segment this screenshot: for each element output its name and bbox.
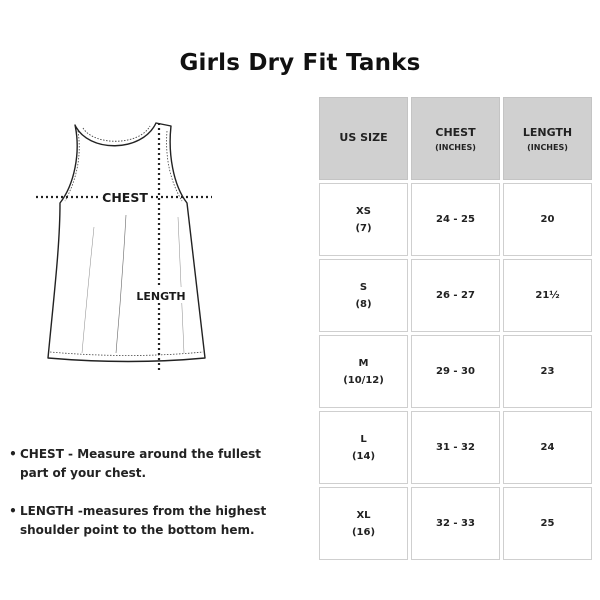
table-row <box>319 335 592 408</box>
length-label: LENGTH <box>136 290 186 303</box>
table-header-row <box>319 97 592 180</box>
size-cell <box>319 411 408 484</box>
note-item <box>6 445 291 482</box>
page-title: Girls Dry Fit Tanks <box>179 50 421 76</box>
chest-cell: 26 - 27 <box>411 259 500 332</box>
chest-cell: 29 - 30 <box>411 335 500 408</box>
header-label: US SIZE <box>339 131 388 145</box>
table-row <box>319 411 592 484</box>
measurement-notes <box>6 445 291 559</box>
table-row <box>319 183 592 256</box>
size-cell <box>319 487 408 560</box>
size-number: (10/12) <box>343 374 384 386</box>
note-text: LENGTH -measures from the highest shoulder point to the bottom hem. <box>20 504 267 537</box>
table-row <box>319 487 592 560</box>
size-cell <box>319 183 408 256</box>
bullet-icon: • <box>9 447 17 461</box>
size-cell <box>319 335 408 408</box>
size-cell <box>319 259 408 332</box>
header-label: LENGTH <box>522 125 573 139</box>
length-cell: 20 <box>503 183 592 256</box>
chest-cell: 32 - 33 <box>411 487 500 560</box>
chest-label: CHEST <box>102 190 148 205</box>
header-us-size <box>319 97 408 180</box>
table-row <box>319 259 592 332</box>
chest-cell: 31 - 32 <box>411 411 500 484</box>
chest-cell: 24 - 25 <box>411 183 500 256</box>
note-item <box>6 502 291 539</box>
header-chest <box>411 97 500 180</box>
tank-top-diagram <box>30 115 230 380</box>
header-unit: (INCHES) <box>435 143 476 153</box>
length-cell: 23 <box>503 335 592 408</box>
bullet-icon: • <box>9 504 17 519</box>
size-number: (16) <box>351 526 376 538</box>
size-number: (7) <box>355 222 372 234</box>
size-name: M <box>358 357 369 369</box>
header-label: CHEST <box>435 125 476 139</box>
note-text: CHEST - Measure around the fullest part of your chest. <box>20 447 262 480</box>
header-unit: (INCHES) <box>527 143 568 153</box>
size-name: XS <box>356 205 371 217</box>
tank-outline <box>48 123 205 362</box>
size-number: (8) <box>355 298 372 310</box>
size-name: L <box>360 433 367 445</box>
length-cell: 24 <box>503 411 592 484</box>
length-cell: 21½ <box>503 259 592 332</box>
size-name: XL <box>356 509 371 521</box>
size-name: S <box>359 281 368 293</box>
length-cell: 25 <box>503 487 592 560</box>
header-length <box>503 97 592 180</box>
size-number: (14) <box>351 450 376 462</box>
size-chart-table <box>316 94 595 563</box>
